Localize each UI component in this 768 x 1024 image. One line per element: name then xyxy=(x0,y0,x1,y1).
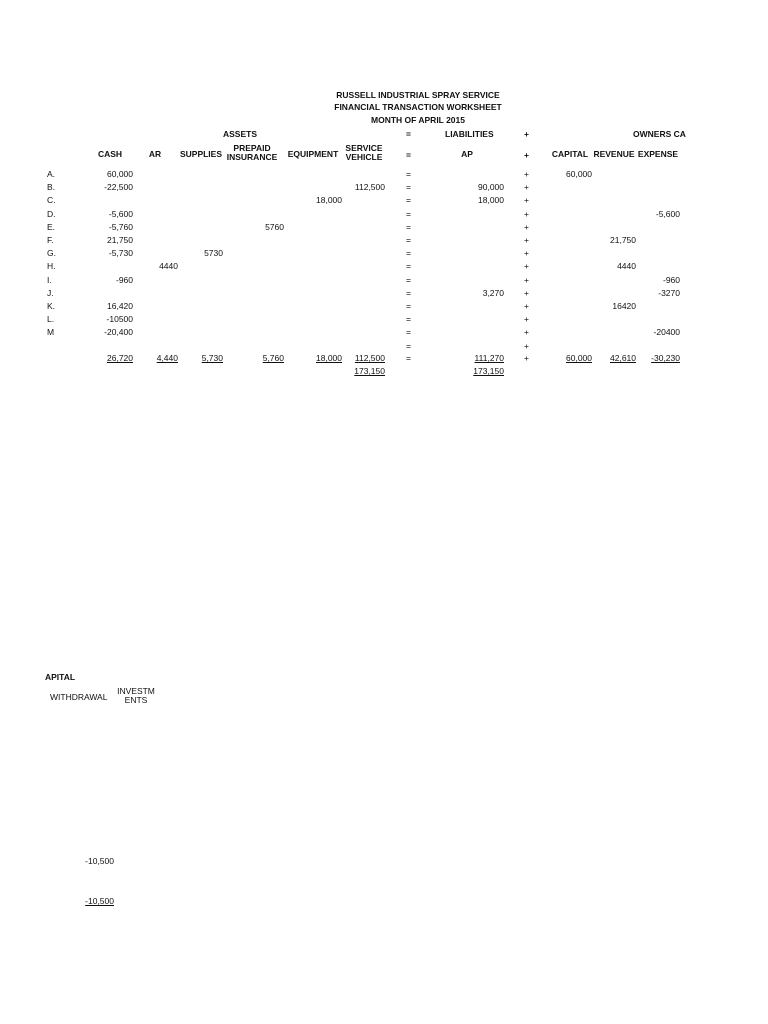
col-cash: CASH xyxy=(97,149,123,159)
group-assets: ASSETS xyxy=(223,129,258,139)
cell-plus: + xyxy=(524,314,529,324)
cell-prepaid: 5760 xyxy=(265,222,284,232)
col-equipment: EQUIPMENT xyxy=(287,149,339,159)
cell-cash: 16,420 xyxy=(107,301,133,311)
cell-eq: = xyxy=(406,327,411,337)
row-label: H. xyxy=(47,261,56,271)
row-label: I. xyxy=(47,275,52,285)
cell-plus: + xyxy=(524,222,529,232)
row-label: G. xyxy=(47,248,56,258)
col-plus: + xyxy=(524,150,529,160)
row-label: M xyxy=(47,327,55,337)
page2-withdrawal-value: -10,500 xyxy=(85,856,114,866)
title-company: RUSSELL INDUSTRIAL SPRAY SERVICE xyxy=(336,90,500,100)
cell-plus: + xyxy=(524,195,529,205)
cell-eq: = xyxy=(406,301,411,311)
cell-eq: = xyxy=(406,248,411,258)
cell-cash: -5,730 xyxy=(108,248,133,258)
col-ar: AR xyxy=(148,149,162,159)
page2-investments-header xyxy=(112,687,160,705)
cell-ar: 4440 xyxy=(159,261,178,271)
total-eq: = xyxy=(406,353,411,363)
cell-capital: 60,000 xyxy=(566,169,592,179)
col-supplies: SUPPLIES xyxy=(179,149,223,159)
total-cash: 26,720 xyxy=(107,353,133,363)
page2-withdrawal-header: WITHDRAWAL xyxy=(50,692,108,702)
cell-expense: -960 xyxy=(662,275,680,285)
cell-eq: = xyxy=(406,195,411,205)
total-vehicle: 112,500 xyxy=(354,353,385,363)
cell-plus: + xyxy=(524,327,529,337)
cell-revenue: 21,750 xyxy=(610,235,636,245)
col-vehicle-line1: SERVICE xyxy=(345,143,383,153)
total-expense: -30,230 xyxy=(651,353,680,363)
group-plus: + xyxy=(524,129,529,139)
cell-plus: + xyxy=(524,209,529,219)
cell-plus: + xyxy=(524,275,529,285)
cell-ap: 90,000 xyxy=(478,182,504,192)
cell-eq: = xyxy=(406,275,411,285)
row-label: F. xyxy=(47,235,54,245)
cell-eq: = xyxy=(406,182,411,192)
row-label: C. xyxy=(47,195,56,205)
cell-ap: 3,270 xyxy=(482,288,504,298)
row-label: A. xyxy=(47,169,56,179)
cell-expense: -3270 xyxy=(658,288,680,298)
cell-cash: 21,750 xyxy=(107,235,133,245)
cell-expense: -5,600 xyxy=(655,209,680,219)
col-expense: EXPENSE xyxy=(637,149,679,159)
title-worksheet: FINANCIAL TRANSACTION WORKSHEET xyxy=(334,102,502,112)
cell-plus: + xyxy=(524,169,529,179)
total-ap: 111,270 xyxy=(474,353,504,363)
total-equipment: 18,000 xyxy=(316,353,342,363)
col-revenue: REVENUE xyxy=(593,149,635,159)
cell-cash: -20,400 xyxy=(104,327,133,337)
total-capital: 60,000 xyxy=(566,353,592,363)
col-prepaid-insurance xyxy=(224,144,280,162)
col-capital: CAPITAL xyxy=(551,149,589,159)
cell-eq: = xyxy=(406,341,411,351)
cell-eq: = xyxy=(406,288,411,298)
cell-plus: + xyxy=(524,182,529,192)
grand-total-assets: 173,150 xyxy=(354,366,385,376)
title-month: MONTH OF APRIL 2015 xyxy=(371,115,465,125)
group-owners-capital: OWNERS CA xyxy=(633,129,686,139)
col-prepaid-line2: INSURANCE xyxy=(226,152,278,162)
page2-capital-header: APITAL xyxy=(45,672,76,682)
row-label: D. xyxy=(47,209,56,219)
cell-eq: = xyxy=(406,169,411,179)
page2-investments-line2: ENTS xyxy=(124,695,148,705)
cell-revenue: 16420 xyxy=(612,301,636,311)
cell-plus: + xyxy=(524,301,529,311)
row-label: J. xyxy=(47,288,54,298)
cell-revenue: 4440 xyxy=(617,261,636,271)
cell-eq: = xyxy=(406,209,411,219)
total-ar: 4,440 xyxy=(156,353,178,363)
cell-eq: = xyxy=(406,261,411,271)
col-equals: = xyxy=(406,150,411,160)
total-supplies: 5,730 xyxy=(201,353,223,363)
cell-expense: -20400 xyxy=(653,327,680,337)
row-label: E. xyxy=(47,222,56,232)
cell-eq: = xyxy=(406,314,411,324)
cell-plus: + xyxy=(524,341,529,351)
cell-cash: -10500 xyxy=(106,314,133,324)
cell-vehicle: 112,500 xyxy=(354,182,385,192)
cell-ap: 18,000 xyxy=(478,195,504,205)
row-label: L. xyxy=(47,314,55,324)
col-vehicle-line2: VEHICLE xyxy=(345,152,383,162)
cell-plus: + xyxy=(524,235,529,245)
cell-plus: + xyxy=(524,248,529,258)
col-ap: AP xyxy=(461,149,473,159)
page2-investments-line1: INVESTM xyxy=(117,686,155,696)
col-prepaid-line1: PREPAID xyxy=(233,143,271,153)
cell-supplies: 5730 xyxy=(204,248,223,258)
total-revenue: 42,610 xyxy=(610,353,636,363)
total-prepaid: 5,760 xyxy=(262,353,284,363)
row-label: K. xyxy=(47,301,56,311)
total-plus: + xyxy=(524,353,529,363)
cell-cash: -5,600 xyxy=(108,209,133,219)
cell-cash: -960 xyxy=(115,275,133,285)
cell-cash: -5,760 xyxy=(108,222,133,232)
group-liabilities: LIABILITIES xyxy=(445,129,494,139)
cell-eq: = xyxy=(406,222,411,232)
cell-plus: + xyxy=(524,261,529,271)
cell-cash: -22,500 xyxy=(104,182,133,192)
cell-plus: + xyxy=(524,288,529,298)
group-equals: = xyxy=(406,129,411,139)
cell-eq: = xyxy=(406,235,411,245)
page2-withdrawal-total: -10,500 xyxy=(85,896,114,906)
grand-total-liabilities: 173,150 xyxy=(473,366,504,376)
row-label: B. xyxy=(47,182,56,192)
cell-cash: 60,000 xyxy=(107,169,133,179)
cell-equipment: 18,000 xyxy=(316,195,342,205)
col-service-vehicle xyxy=(340,144,388,162)
